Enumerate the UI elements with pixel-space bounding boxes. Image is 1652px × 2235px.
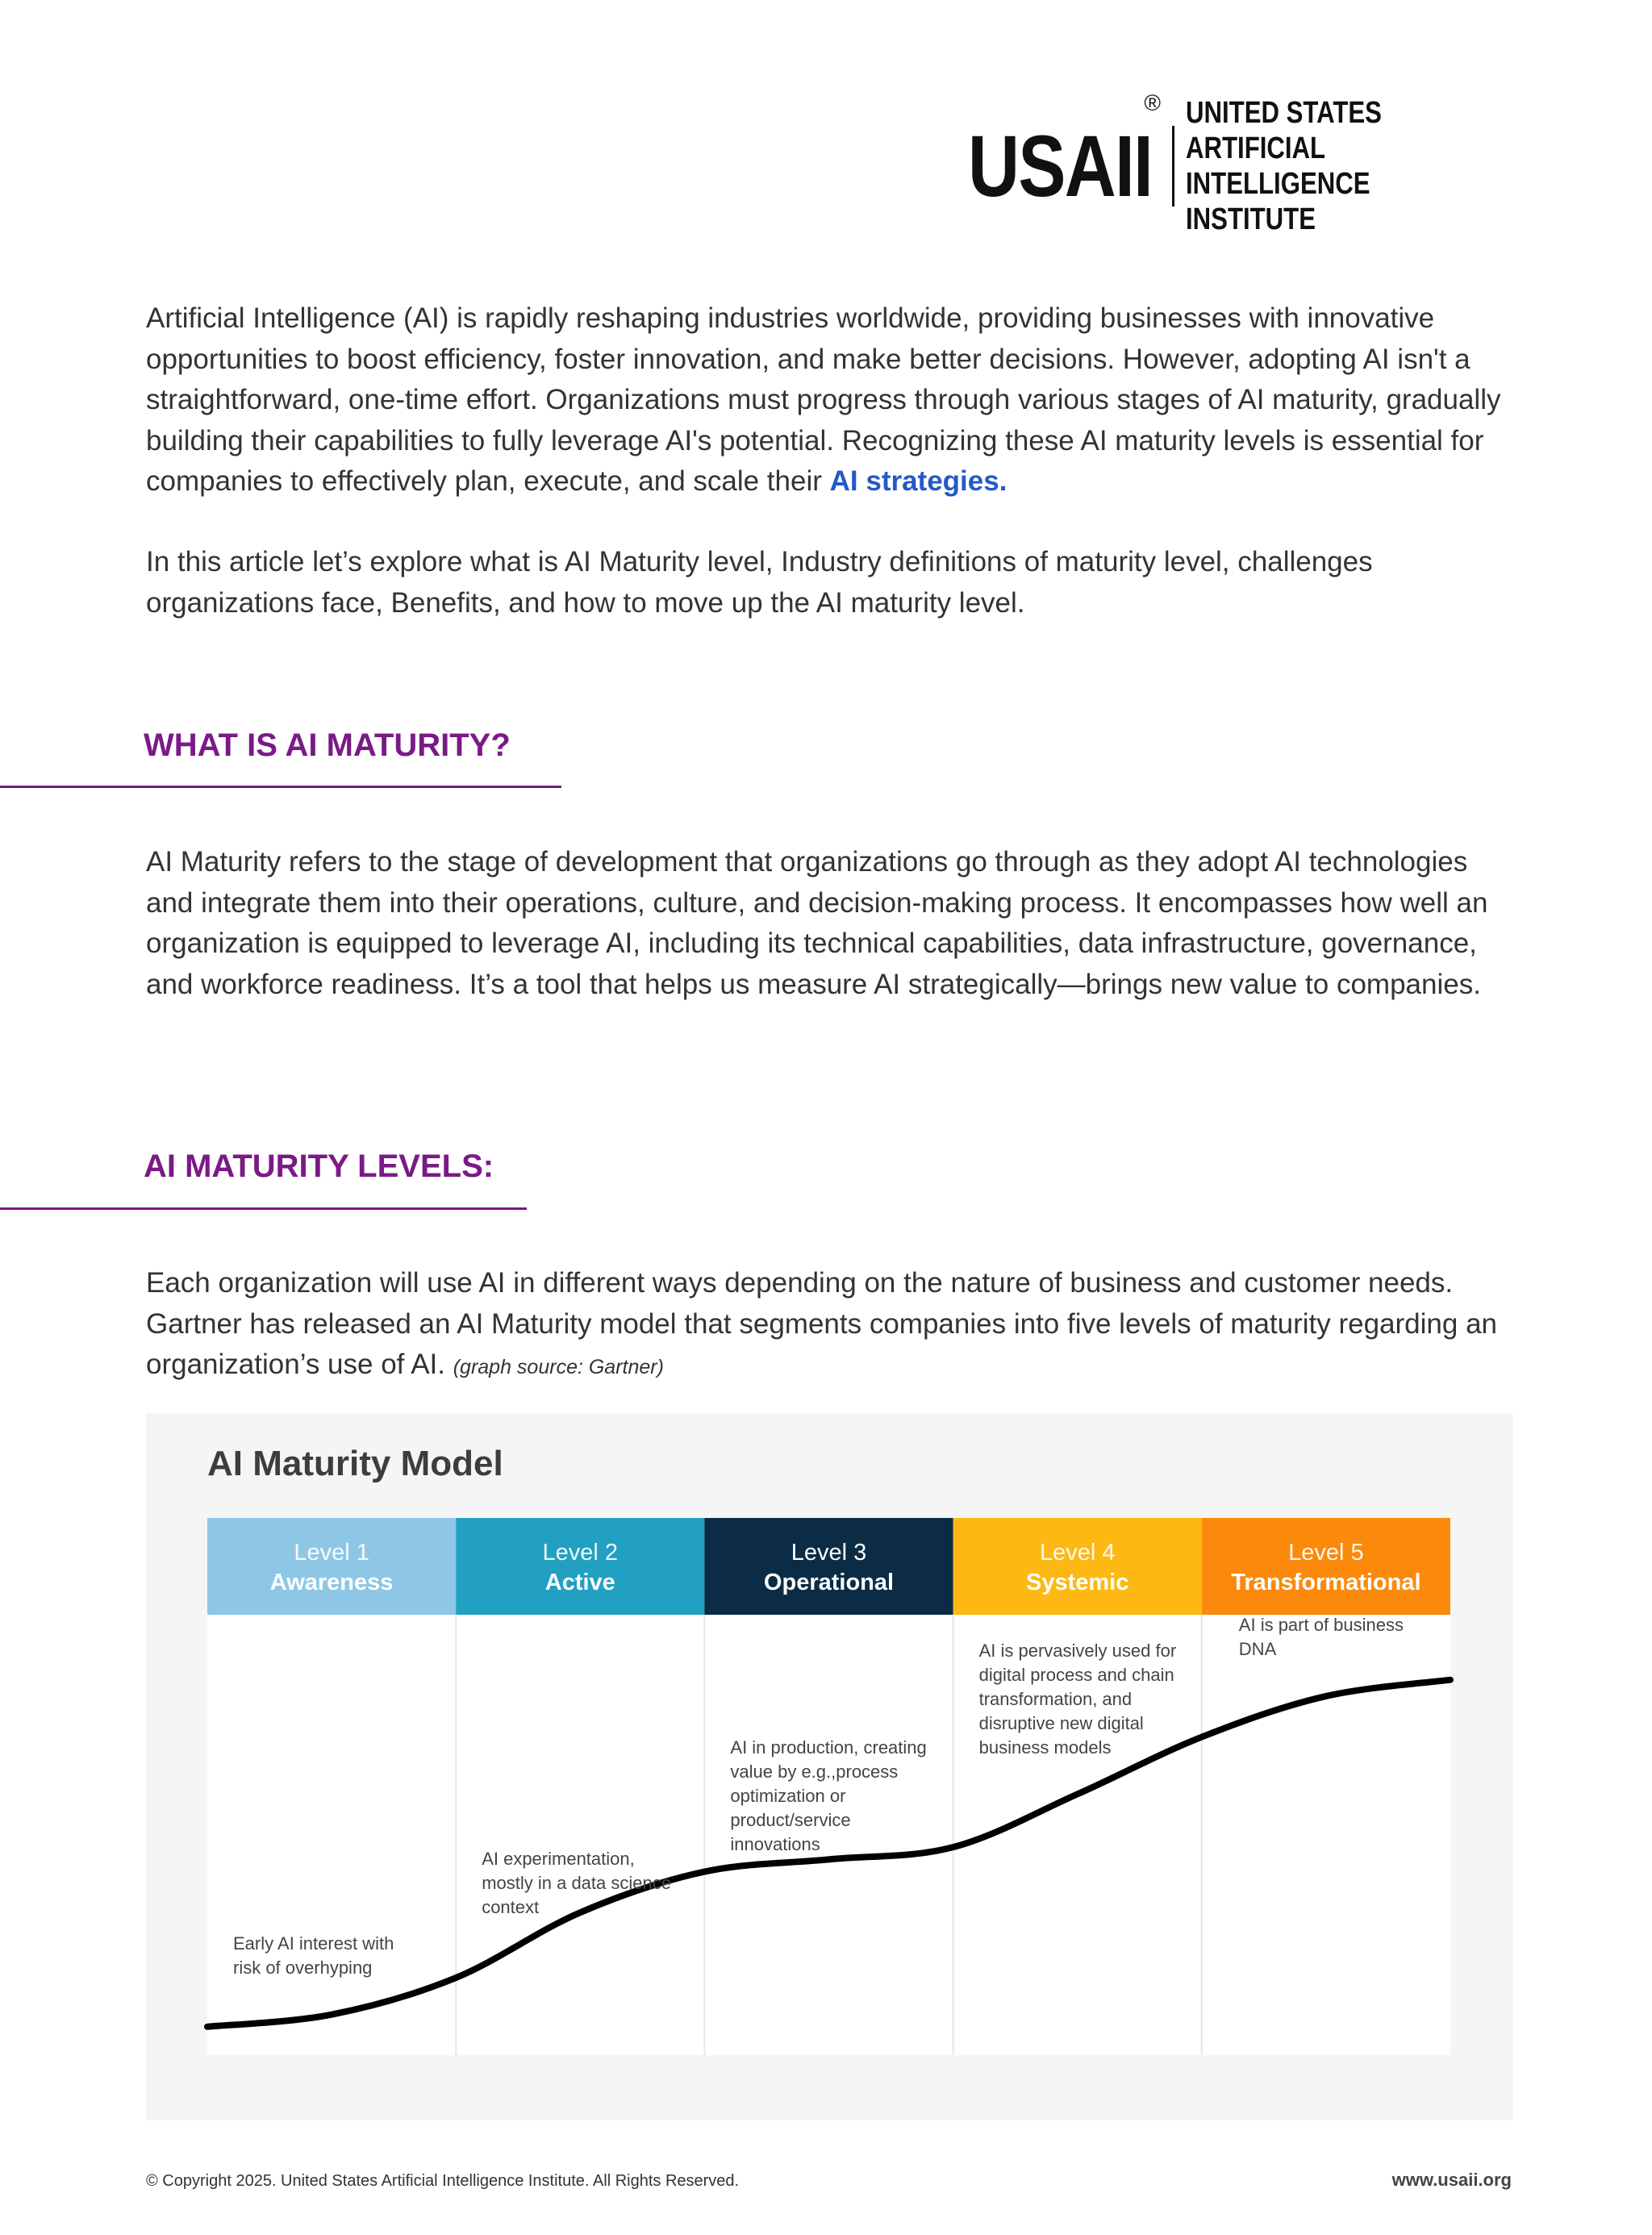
ai-maturity-definition-paragraph: AI Maturity refers to the stage of development that organizations go through as they adopt AI technologies and integrate them into their operations, culture, and decision-making process. It encompasses how well an organization is equipped to leverage AI, including its technical capabilities, data infrastructure, governance, and workforce readiness. It’s a tool that helps us measure AI strategically—brings new value to companies. (146, 846, 1488, 1000)
level-description-line: optimization or (730, 1786, 846, 1806)
footer-copyright: © Copyright 2025. United States Artificial Intelligence Institute. All Rights Reserved. (146, 2172, 740, 2190)
level-description-line: product/service (730, 1810, 851, 1830)
intro-paragraph (146, 298, 1517, 502)
maturity-levels-paragraph (146, 1263, 1517, 1388)
level-number-label: Level 1 (294, 1540, 369, 1566)
section-heading-what-is-ai-maturity: WHAT IS AI MATURITY? (144, 728, 511, 763)
logo-divider (1172, 126, 1174, 206)
level-description-line: digital process and chain (978, 1665, 1174, 1685)
level-description-line: transformation, and (978, 1689, 1133, 1709)
chart-title: AI Maturity Model (207, 1444, 503, 1483)
level-number-label: Level 5 (1288, 1540, 1364, 1566)
usaii-logo (928, 90, 1525, 237)
chart-plot-area (207, 1615, 1450, 2055)
article-overview-paragraph: In this article let’s explore what is AI Maturity level, Industry definitions of maturity level, challenges organizations face, Benefits, and how to move up the AI maturity level. (146, 546, 1373, 619)
level-description-line: AI is part of business (1238, 1615, 1404, 1635)
section-underline (0, 1207, 527, 1210)
ai-maturity-chart (146, 1413, 1513, 2120)
level-name-label: Active (544, 1570, 615, 1595)
logo-line-2: INTELLIGENCE INSTITUTE (1186, 167, 1370, 236)
logo-text (1186, 95, 1463, 237)
level-description-line: value by e.g.,process (730, 1762, 899, 1782)
level-name-label: Systemic (1026, 1570, 1129, 1595)
maturity-levels-text: Each organization will use AI in different ways depending on the nature of business and customer needs. Gartner has released an AI Maturity model that segments companies into five levels of maturity regarding an organization’s use of AI. (146, 1267, 1498, 1380)
level-name-label: Transformational (1231, 1570, 1421, 1595)
level-description-line: AI in production, creating (730, 1737, 927, 1758)
level-name-label: Awareness (269, 1570, 394, 1595)
graph-source-note: (graph source: Gartner) (453, 1356, 664, 1378)
level-header-2 (456, 1518, 704, 1615)
logo-line-1: UNITED STATES ARTIFICIAL (1186, 96, 1382, 165)
level-description-line: AI experimentation, (482, 1849, 635, 1869)
logo-mark: USAII (968, 117, 1153, 215)
level-name-label: Operational (763, 1570, 895, 1595)
level-header-5 (1202, 1518, 1450, 1615)
level-number-label: Level 4 (1039, 1540, 1116, 1566)
level-description-line: AI is pervasively used for (978, 1641, 1177, 1661)
maturity-chart-svg (146, 1413, 1513, 2120)
footer-website-link[interactable]: www.usaii.org (1391, 2170, 1512, 2190)
level-number-label: Level 2 (542, 1540, 619, 1566)
level-header-4 (953, 1518, 1202, 1615)
level-description-line: Early AI interest with (233, 1933, 394, 1954)
level-description-line: mostly in a data science (482, 1873, 671, 1893)
section-heading-ai-maturity-levels: AI MATURITY LEVELS: (144, 1149, 494, 1184)
level-description-line: business models (978, 1737, 1112, 1758)
intro-text: Artificial Intelligence (AI) is rapidly reshaping industries worldwide, providing businesses with innovative opportunities to boost efficiency, foster innovation, and make better decisions. However, adopting AI isn't a straightforward, one-time effort. Organizations must progress through various stages of AI maturity, gradually building their capabilities to fully leverage AI's potential. Recognizing these AI maturity levels is essential for companies to effectively plan, execute, and scale their (146, 302, 1501, 497)
ai-strategies-link[interactable]: AI strategies. (829, 465, 1007, 497)
level-description-line: DNA (1238, 1639, 1277, 1659)
level-description-line: risk of overhyping (233, 1958, 373, 1978)
level-description-line: innovations (730, 1834, 820, 1854)
level-description-line: context (482, 1897, 540, 1917)
level-header-1 (207, 1518, 456, 1615)
level-number-label: Level 3 (791, 1540, 867, 1566)
level-header-3 (704, 1518, 953, 1615)
level-description-line: disruptive new digital (978, 1713, 1144, 1733)
registered-mark: ® (1144, 90, 1161, 115)
section-underline (0, 786, 561, 788)
